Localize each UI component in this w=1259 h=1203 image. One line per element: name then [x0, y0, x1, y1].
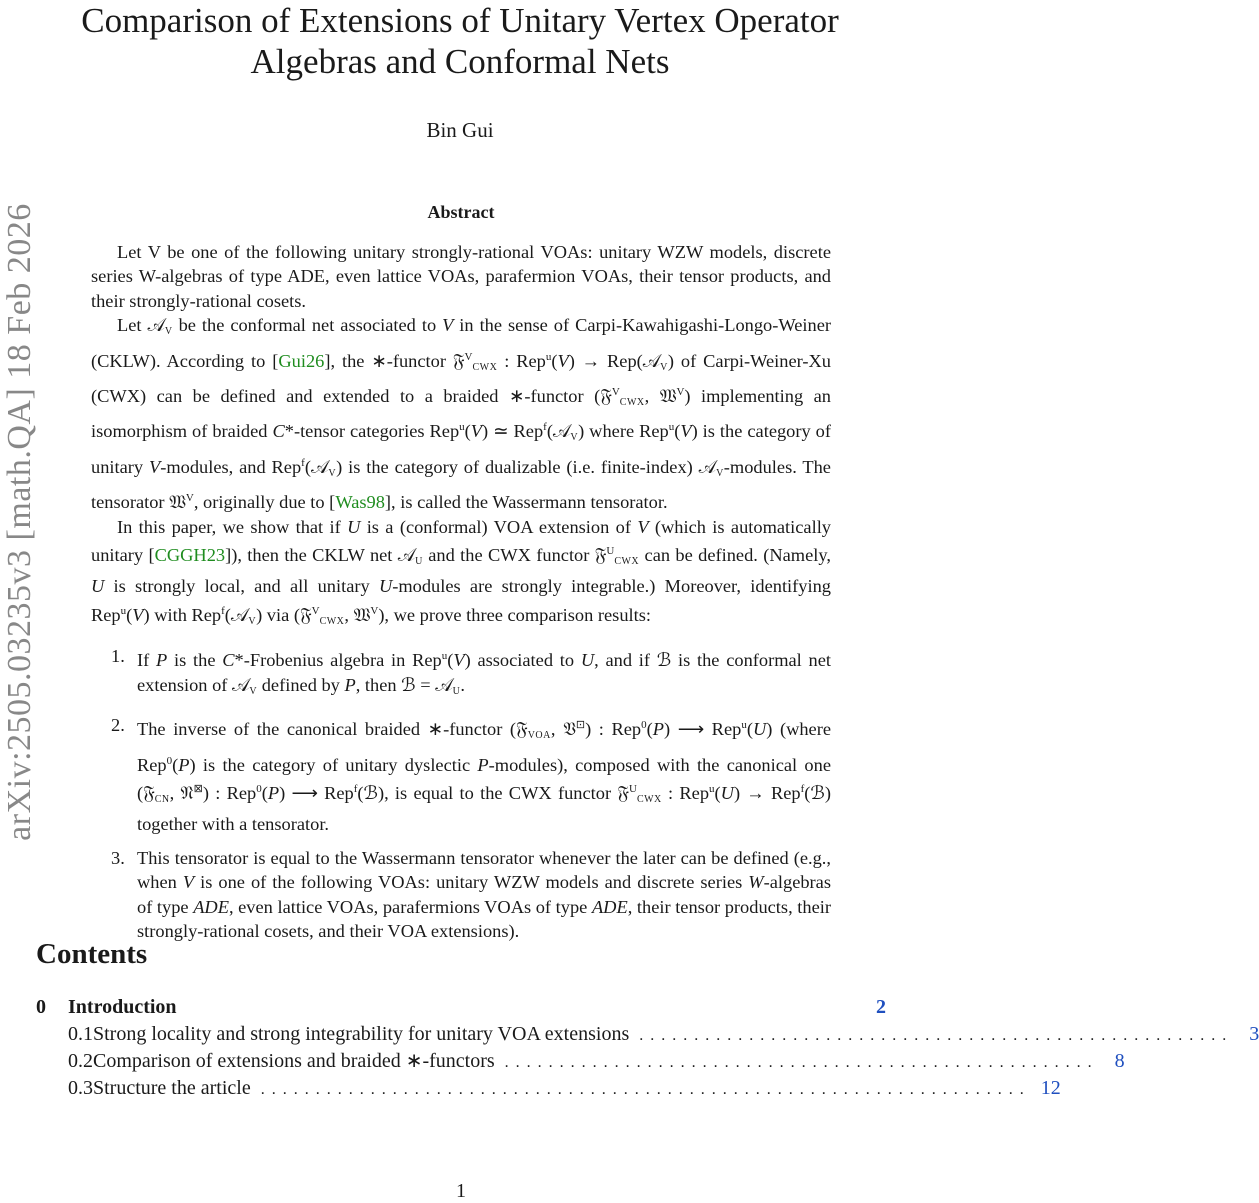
- contents-heading: Contents: [36, 938, 148, 970]
- toc-entry-structure[interactable]: 0.3 Structure the article ...................................................................... 12: [36, 1075, 886, 1102]
- title-line-1: Comparison of Extensions of Unitary Vertex Operator: [81, 1, 839, 40]
- citation-link[interactable]: Gui26: [278, 350, 325, 371]
- list-item: 2. The inverse of the canonical braided ∗-functor (𝔉$_{VOA}$, 𝔙⊡) : Rep$^0$(P) ⟶ Rep$^u$(U) (where Rep$^0$(P) is the category of unitary dyslectic P-modules), composed with the canonical one (𝔉$_{CN}$, 𝔑⊠) : Rep$^0$(P) ⟶ Rep$^f$(ℬ), is equal to the CWX functor 𝔉$^U_{CWX}$ : Rep$^u$(U) → Rep$^f$(ℬ) together with a tensorator.: [111, 715, 831, 835]
- page-number: 1: [456, 1180, 466, 1202]
- list-item: 3. This tensorator is equal to the Wassermann tensorator whenever the later can be defined (e.g., when V is one of the following VOAs: unitary WZW models and discrete series W-algebras of type ADE, even lattice VOAs, parafermions VOAs of type ADE, their tensor products, their strongly-rational cosets, and their VOA extensions).: [111, 847, 832, 941]
- citation-link[interactable]: CGGH23: [154, 545, 226, 566]
- toc-page-link[interactable]: 12: [1040, 1077, 1061, 1099]
- abstract-paragraph-3: In this paper, we show that if U is a (conformal) VOA extension of V (which is automatically unitary [CGGH23]), then the CKLW net 𝒜$_U$ and the CWX functor 𝔉$^U_{CWX}$ can be defined. (Namely, U is strongly local, and all unitary U-modules are strongly integrable.) Moreover, identifying Rep$^u$(V) with Rep$^f$(𝒜$_V$) via (𝔉$^V_{CWX}$, 𝔚$^V$), we prove three comparison results:: [91, 516, 831, 627]
- title-line-2: Algebras and Conformal Nets: [250, 42, 670, 81]
- toc-entry-comparison[interactable]: 0.2 Comparison of extensions and braided ∗-functors ...................................................... 8: [36, 1048, 886, 1075]
- abstract-paragraph-2: Let 𝒜$_V$ be the conformal net associated to V in the sense of Carpi-Kawahigashi-Longo-Weiner (CKLW). According to [Gui26], the ∗-functor 𝔉$^V_{CWX}$ : Rep$^u$(V) → Rep(𝒜$_V$) of Carpi-Weiner-Xu (CWX) can be defined and extended to a braided ∗-functor (𝔉$^V_{CWX}$, 𝔚$^V$) implementing an isomorphism of braided C*-tensor categories Rep$^u$(V) ≃ Rep$^f$(𝒜$_V$) where Rep$^u$(V) is the category of unitary V-modules, and Rep$^f$(𝒜$_V$) is the category of dualizable (i.e. finite-index) 𝒜$_V$-modules. The tensorator 𝔚$^V$, originally due to [Was98], is called the Wassermann tensorator.: [91, 315, 832, 513]
- toc-page-link[interactable]: 2: [876, 996, 886, 1018]
- toc-page-link[interactable]: 3: [1249, 1023, 1259, 1045]
- table-of-contents: [36, 994, 1259, 1102]
- list-item: 1. If P is the C*-Frobenius algebra in Rep$^u$(V) associated to U, and if ℬ is the conformal net extension of 𝒜$_V$ defined by P, then ℬ = 𝒜$_U$.: [111, 646, 832, 697]
- toc-entry-introduction[interactable]: 0 Introduction 2: [36, 994, 886, 1021]
- author-name: Bin Gui: [426, 118, 494, 142]
- abstract-paragraph-1: Let V be one of the following unitary strongly-rational VOAs: unitary WZW models, discrete series W-algebras of type ADE, even lattice VOAs, parafermion VOAs, their tensor products, and their strongly-rational cosets.: [91, 242, 831, 311]
- arxiv-identifier-stamp: arXiv:2505.03235v3 [math.QA] 18 Feb 2026: [1, 203, 38, 841]
- toc-page-link[interactable]: 8: [1114, 1050, 1125, 1072]
- comparison-results-list: [91, 644, 831, 943]
- abstract-body: [91, 240, 831, 952]
- paper-title: [30, 0, 890, 82]
- abstract-heading: Abstract: [427, 202, 495, 222]
- toc-entry-strong-locality[interactable]: 0.1 Strong locality and strong integrability for unitary VOA extensions ...................................................... 3: [36, 1021, 886, 1048]
- citation-link[interactable]: Was98: [335, 492, 385, 513]
